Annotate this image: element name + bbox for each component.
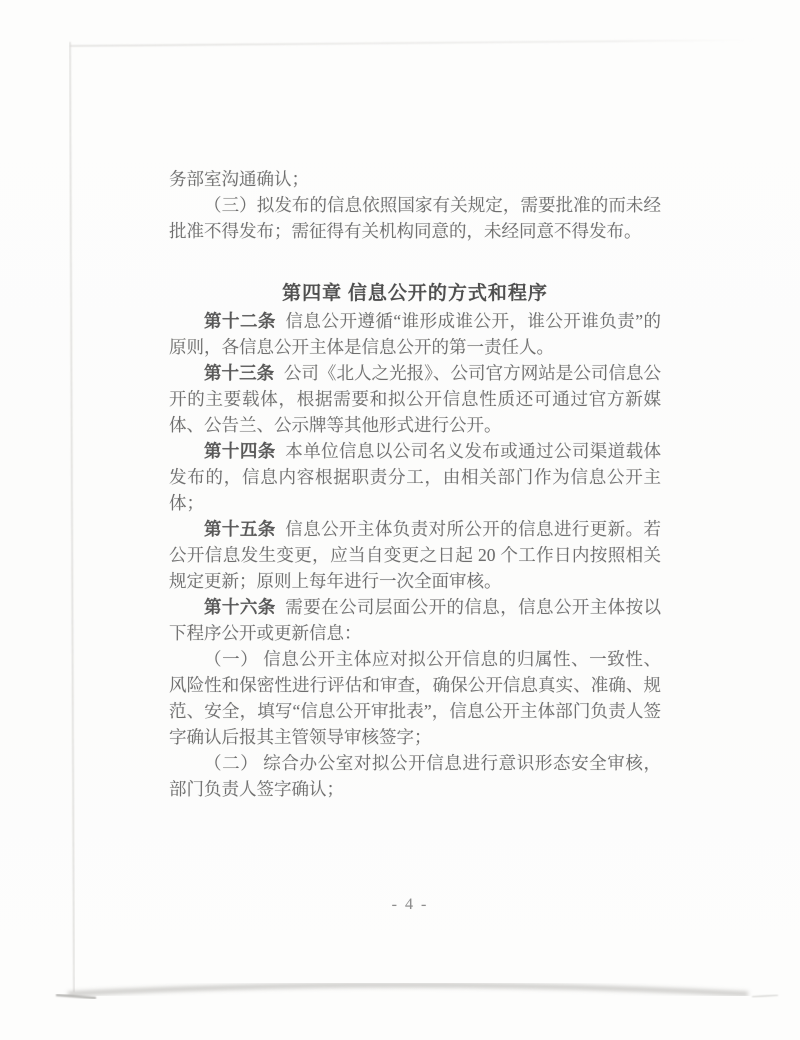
paper-left-edge — [70, 42, 74, 992]
article-13-paragraph — [169, 360, 661, 438]
article-15-label: 第十五条 — [204, 519, 276, 539]
paper-bottom-right-dash — [752, 995, 778, 997]
article-14-paragraph — [169, 438, 661, 516]
article-12-text: 信息公开遵循“谁形成谁公开，谁公开谁负责”的原则，各信息公开主体是信息公开的第一责任人。 — [169, 311, 662, 357]
procedure-item-2-paragraph: （二） 综合办公室对拟公开信息进行意识形态安全审核，部门负责人签字确认； — [169, 753, 661, 799]
paper-bottom-left-tick — [56, 995, 96, 998]
page-number: - 4 - — [391, 896, 429, 913]
article-12-label: 第十二条 — [204, 311, 276, 331]
article-14-label: 第十四条 — [204, 441, 276, 461]
article-16-text: 需要在公司层面公开的信息，信息公开主体按以下程序公开或更新信息： — [169, 597, 662, 643]
paragraph-continuation: 务部室沟通确认； — [169, 169, 309, 189]
article-12-paragraph — [169, 308, 661, 360]
page-content — [169, 166, 661, 802]
article-13-text: 公司《北人之光报》、公司官方网站是公司信息公开的主要载体，根据需要和拟公开信息性质还可通过官方新媒体、公告兰、公示牌等其他形式进行公开。 — [169, 363, 662, 435]
clause-three-paragraph: （三）拟发布的信息依照国家有关规定，需要批准的而未经批准不得发布；需征得有关机构同意的，未经同意不得发布。 — [169, 195, 661, 241]
article-15-text: 信息公开主体负责对所公开的信息进行更新。若公开信息发生变更，应当自变更之日起 20 个工作日内按照相关规定更新；原则上每年进行一次全面审核。 — [169, 519, 662, 591]
article-16-label: 第十六条 — [204, 597, 276, 617]
chapter-heading: 第四章 信息公开的方式和程序 — [282, 283, 548, 304]
procedure-item-1-paragraph: （一） 信息公开主体应对拟公开信息的归属性、一致性、风险性和保密性进行评估和审查，确保公开信息真实、准确、规范、安全，填写“信息公开审批表”，信息公开主体部门负责人签字确认后报其主管领导审核签字； — [169, 649, 661, 747]
article-16-paragraph — [169, 594, 661, 646]
article-14-text: 本单位信息以公司名义发布或通过公司渠道载体发布的，信息内容根据职责分工，由相关部门作为信息公开主体； — [169, 441, 662, 513]
paper-bottom-curl-shadow — [68, 985, 748, 994]
article-13-label: 第十三条 — [204, 363, 275, 383]
paper-top-edge — [70, 40, 755, 46]
article-15-paragraph — [169, 516, 661, 594]
